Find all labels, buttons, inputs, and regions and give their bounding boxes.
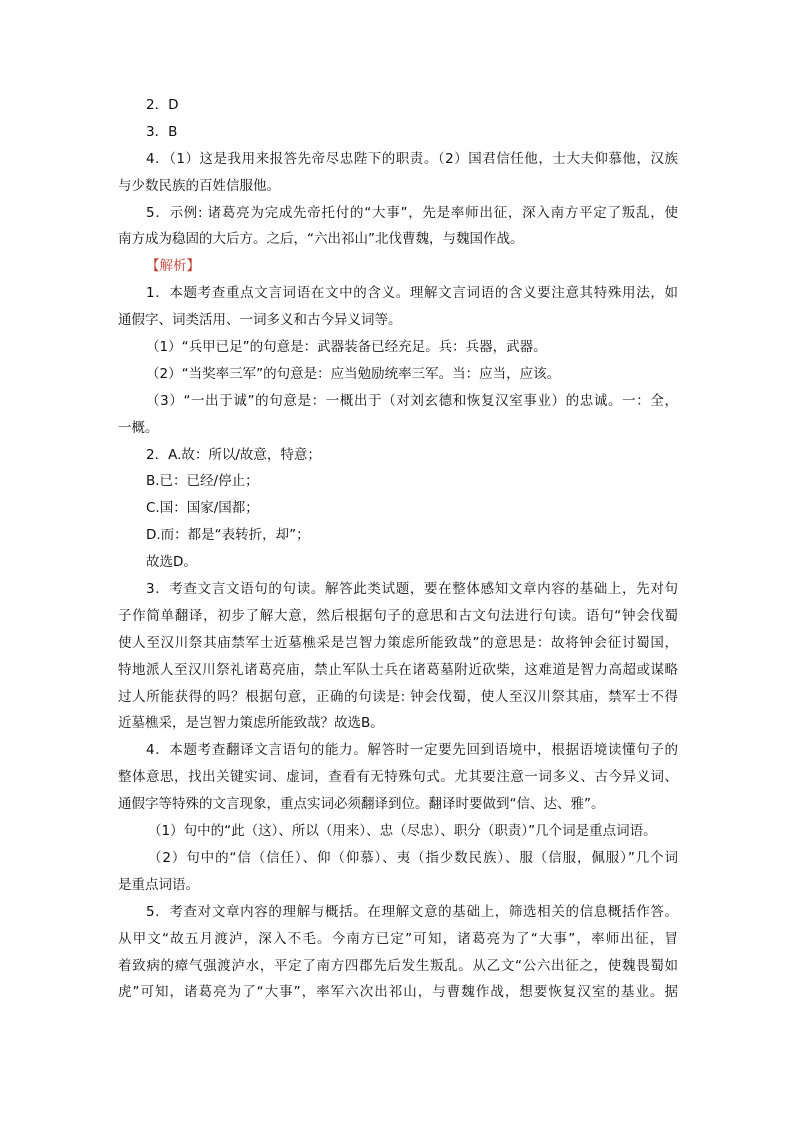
text-line: 过人所能获得的吗？根据句意，正确的句读是: 钟会伐蜀，使人至汉川祭其庙，禁军士不得: [118, 688, 678, 705]
text-line: （1）“兵甲已足”的句意是：武器装备已经充足。兵：兵器，武器。: [146, 339, 547, 356]
text-line: 着致病的瘴气强渡泸水，平定了南方四郡先后发生叛乱。从乙文“公六出征之，使魏畏蜀如: [118, 957, 678, 974]
text-line: 3．考查文言文语句的句读。解答此类试题，要在整体感知文章内容的基础上，先对句: [146, 581, 678, 598]
text-line: D.而：都是“表转折，却”；: [146, 527, 310, 544]
text-line: 与少数民族的百姓信服他。: [118, 177, 280, 194]
text-line: 使人至汉川祭其庙禁军士近墓樵采是岂智力策虑所能致哉”的意思是：故将钟会征讨蜀国，: [118, 634, 678, 651]
text-line: 通假字等特殊的文言现象，重点实词必须翻译到位。翻译时要做到“信、达、雅”。: [118, 796, 605, 813]
text-line: 整体意思，找出关键实词、虚词，查看有无特殊句式。尤其要注意一词多义、古今异义词、: [118, 769, 678, 786]
text-line: 3．B: [146, 123, 178, 140]
text-line: 是重点词语。: [118, 876, 199, 893]
text-line: 2．A.故：所以/故意，特意；: [146, 446, 321, 463]
text-line: 从甲文“故五月渡泸，深入不毛。今南方已定”可知，诸葛亮为了“大事”，率师出征，冒: [118, 930, 678, 947]
text-line: （2）句中的“信（信任）、仰（仰慕）、夷（指少数民族）、服（信服，佩服）”几个词: [148, 849, 678, 866]
text-line: 5．考查对文章内容的理解与概括。在理解文意的基础上，筛选相关的信息概括作答。: [146, 903, 678, 920]
text-line: 故选D。: [146, 554, 197, 571]
text-line: 子作简单翻译，初步了解大意，然后根据句子的意思和古文句法进行句读。语句“钟会伐蜀: [118, 607, 678, 624]
text-line: B.已：已经/停止；: [146, 473, 259, 490]
answer-analysis-text: [118, 92, 678, 1006]
text-line: 通假字、词类活用、一词多义和古今异义词等。: [118, 312, 402, 329]
section-heading: 【解析】: [146, 258, 200, 275]
text-line: （3）“一出于诚”的句意是：一概出于（对刘玄德和恢复汉室事业）的忠诚。一：全，: [146, 392, 678, 409]
text-line: 一概。: [118, 419, 159, 436]
text-line: 4．（1）这是我用来报答先帝尽忠陛下的职责。（2）国君信任他，士大夫仰慕他，汉族: [146, 150, 678, 167]
text-line: 特地派人至汉川祭礼诸葛亮庙，禁止军队士兵在诸葛墓附近砍柴，这难道是智力高超或谋略: [118, 661, 678, 678]
text-line: 4．本题考查翻译文言语句的能力。解答时一定要先回到语境中，根据语境读懂句子的: [146, 742, 678, 759]
text-line: 南方成为稳固的大后方。之后，“六出祁山”北伐曹魏，与魏国作战。: [118, 231, 524, 248]
text-line: 1．本题考查重点文言词语在文中的含义。理解文言词语的含义要注意其特殊用法，如: [146, 285, 678, 302]
text-line: 虎”可知，诸葛亮为了“大事”，率军六次出祁山，与曹魏作战，想要恢复汉室的基业。据: [118, 984, 678, 1001]
text-line: （2）“当奖率三军”的句意是：应当勉励统率三军。当：应当，应该。: [146, 365, 561, 382]
text-line: 2．D: [146, 97, 179, 113]
text-line: C.国：国家/国都；: [146, 500, 259, 517]
text-line: 5．示例: 诸葛亮为完成先帝托付的“大事”，先是率师出征，深入南方平定了叛乱，使: [146, 204, 678, 221]
text-line: 近墓樵采，是岂智力策虑所能致哉？故选B。: [118, 715, 384, 732]
text-line: （1）句中的“此（这）、所以（用来）、忠（尽忠）、职分（职责）”几个词是重点词语。: [148, 823, 657, 840]
